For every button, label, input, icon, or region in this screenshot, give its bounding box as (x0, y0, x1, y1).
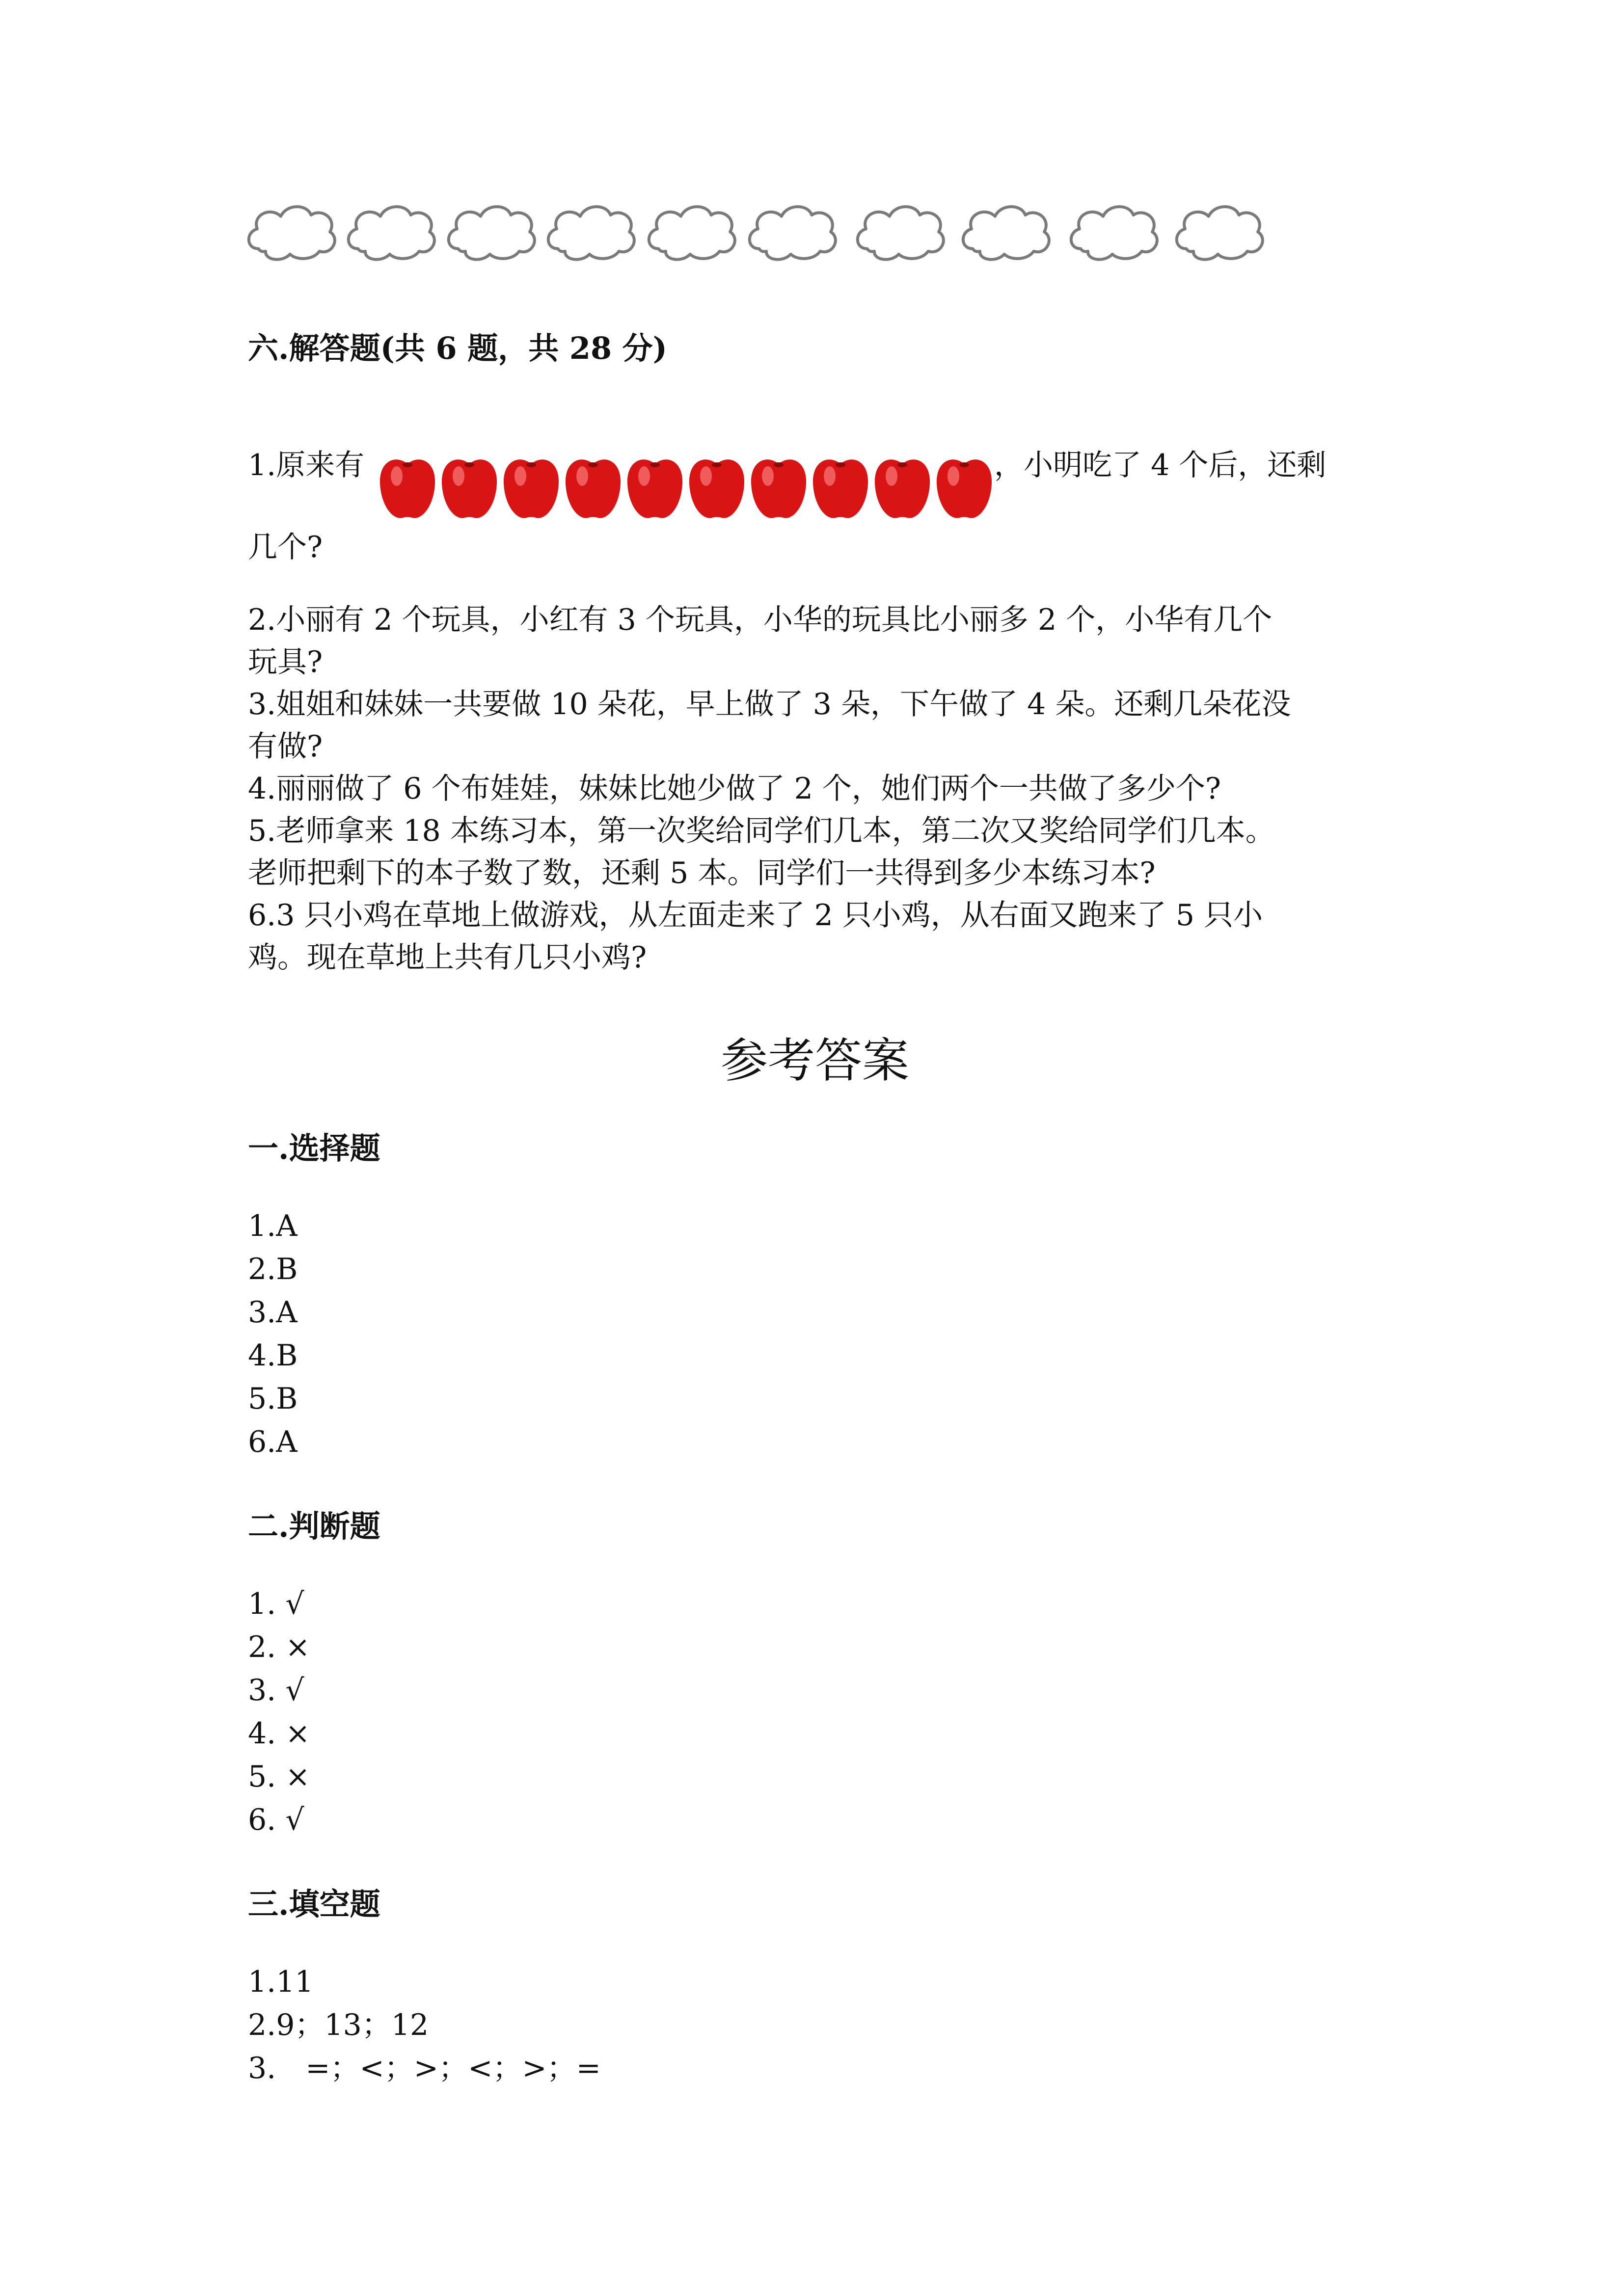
apple-icon (378, 449, 437, 523)
question-line: 2.小丽有 2 个玩具，小红有 3 个玩具，小华的玩具比小丽多 2 个，小华有几个 (248, 603, 1272, 637)
answer-item: 3.A (248, 1295, 298, 1330)
answer-item: 1.11 (248, 1965, 314, 1999)
answer-item: 4.B (248, 1338, 298, 1373)
q1-suffix: ，小明吃了 4 个后，还剩 (994, 448, 1326, 482)
answer-item: 1.A (248, 1209, 298, 1243)
apple-icon (811, 449, 870, 523)
answers-title: 参考答案 (721, 1033, 909, 1088)
cloud-outline-icon (857, 199, 945, 267)
cloud-outline-icon (448, 199, 536, 267)
cloud-outline-icon (648, 199, 736, 267)
cloud-outline-icon (749, 199, 837, 267)
answer-item: 6. √ (248, 1803, 304, 1837)
apple-icon (625, 449, 684, 523)
q1-prefix: 1.原来有 (248, 448, 365, 482)
question-line: 6.3 只小鸡在草地上做游戏，从左面走来了 2 只小鸡，从右面又跑来了 5 只小 (248, 898, 1263, 933)
cloud-outline-icon (962, 199, 1051, 267)
apple-icon (440, 449, 499, 523)
answer-item: 5. × (248, 1760, 310, 1794)
answer-item: 6.A (248, 1425, 298, 1459)
answer-item: 4. × (248, 1716, 310, 1751)
answer-item: 2.9；13；12 (248, 2008, 429, 2042)
apple-icon (687, 449, 746, 523)
cloud-outline-icon (1070, 199, 1159, 267)
answer-item: 5.B (248, 1382, 298, 1416)
apple-icon (935, 449, 994, 523)
apple-icon (564, 449, 623, 523)
apple-icon (873, 449, 932, 523)
cloud-outline-icon (248, 199, 336, 267)
question-line: 5.老师拿来 18 本练习本，第一次奖给同学们几本，第二次又奖给同学们几本。 (248, 814, 1275, 848)
question-line: 玩具? (248, 645, 323, 679)
cloud-outline-icon (1176, 199, 1264, 267)
answer-item: 3. √ (248, 1673, 304, 1708)
answer-item: 1. √ (248, 1587, 304, 1621)
cloud-outline-icon (547, 199, 636, 267)
question-line: 鸡。现在草地上共有几只小鸡? (248, 940, 647, 975)
apple-icon (502, 449, 561, 523)
cloud-outline-icon (348, 199, 436, 267)
answer-item: 2.B (248, 1252, 298, 1286)
answer-section-heading: 一.选择题 (248, 1130, 380, 1166)
question-line: 有做? (248, 729, 323, 764)
question-line: 4.丽丽做了 6 个布娃娃，妹妹比她少做了 2 个，她们两个一共做了多少个? (248, 772, 1221, 806)
section-6-heading: 六.解答题(共 6 题，共 28 分) (248, 330, 668, 366)
q1-line2: 几个? (248, 530, 323, 564)
question-line: 3.姐姐和妹妹一共要做 10 朵花，早上做了 3 朵，下午做了 4 朵。还剩几朵花没 (248, 687, 1291, 721)
cloud-row (0, 0, 1624, 294)
answer-item: 3. =；<；>；<；>；= (248, 2051, 601, 2085)
answer-section-heading: 二.判断题 (248, 1508, 380, 1544)
apple-icon (749, 449, 808, 523)
question-line: 老师把剩下的本子数了数，还剩 5 本。同学们一共得到多少本练习本? (248, 856, 1156, 890)
apple-row (378, 449, 997, 528)
answer-section-heading: 三.填空题 (248, 1886, 380, 1922)
answer-item: 2. × (248, 1630, 310, 1664)
